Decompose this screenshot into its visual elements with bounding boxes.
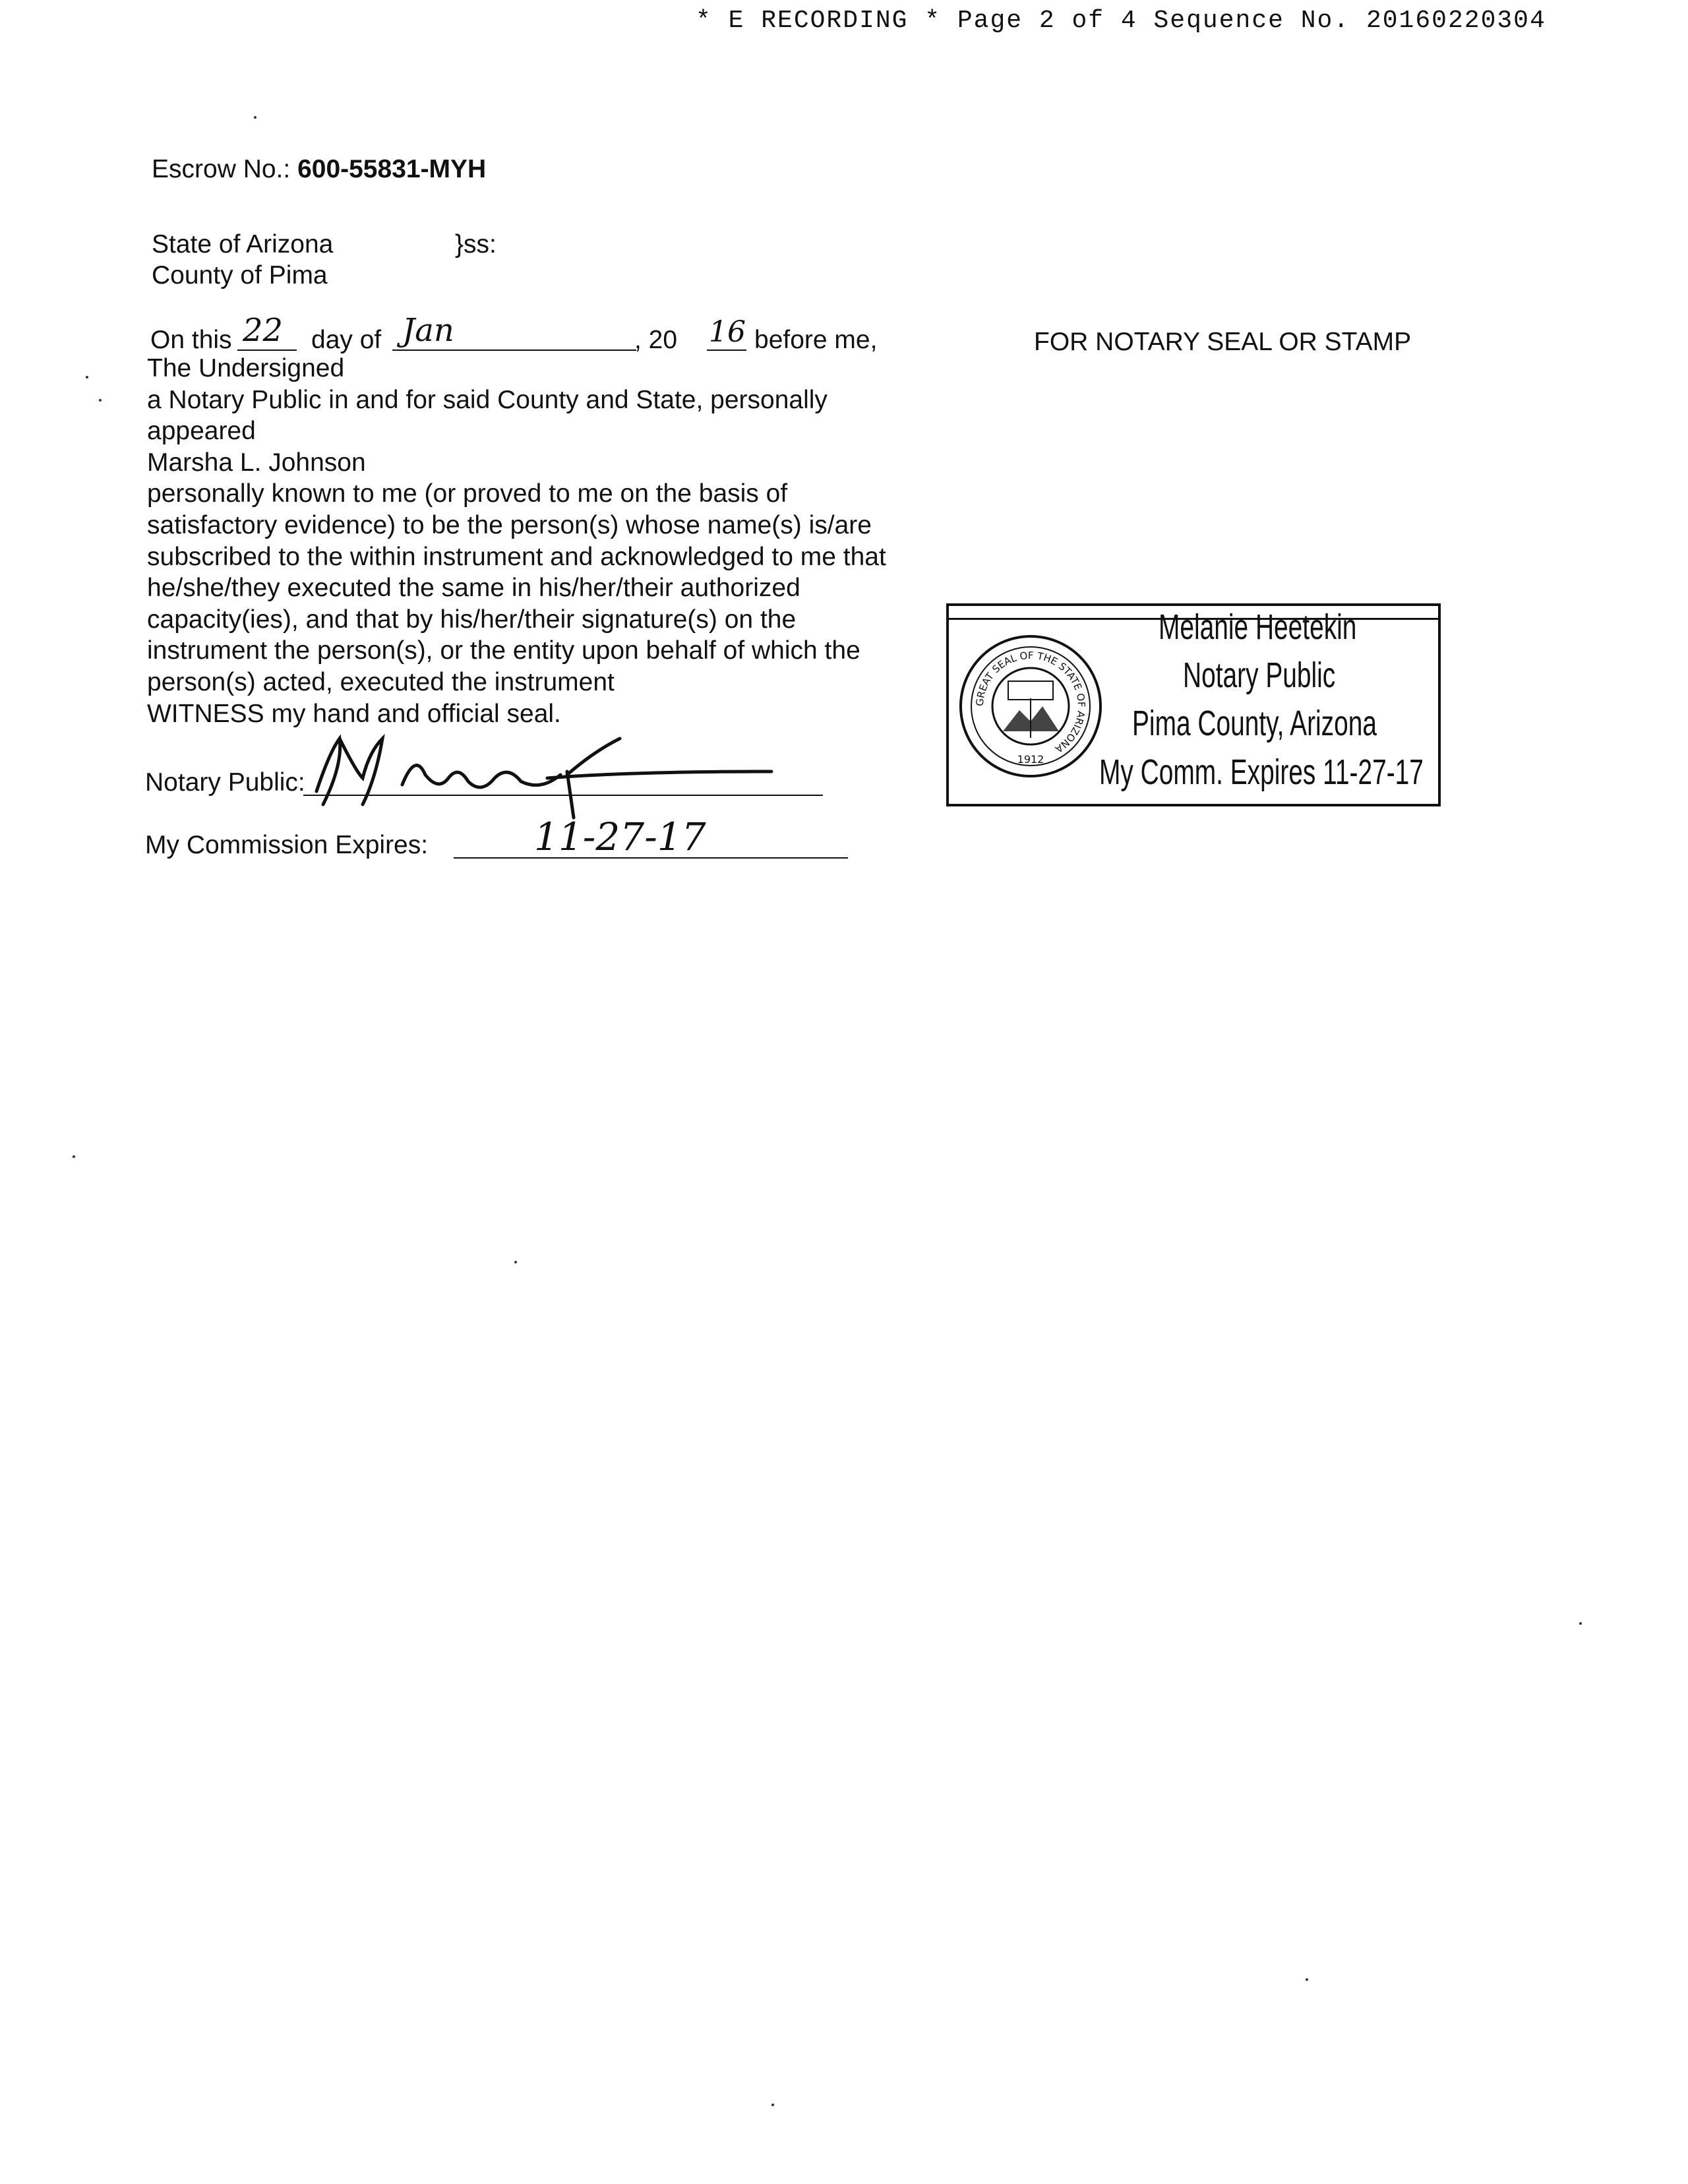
seal-area-label: FOR NOTARY SEAL OR STAMP (1034, 328, 1412, 356)
venue-state: State of Arizona (152, 230, 334, 258)
scan-speck (771, 2104, 774, 2106)
year-underline (707, 349, 746, 351)
ack-day-of: day of (311, 326, 382, 354)
ack-line: satisfactory evidence) to be the person(s) whose name(s) is/are (147, 510, 872, 539)
ack-line: Marsha L. Johnson (147, 448, 366, 477)
ack-line: person(s) acted, executed the instrument (147, 667, 615, 696)
ack-line: appeared (147, 417, 256, 446)
stamp-name: Melanie Heetekin (1159, 607, 1357, 647)
ack-line: WITNESS my hand and official seal. (147, 699, 561, 728)
day-underline (237, 349, 297, 351)
scan-speck (514, 1261, 517, 1263)
scan-speck (1579, 1622, 1582, 1625)
escrow-line (152, 154, 486, 185)
stamp-title: Notary Public (1183, 655, 1336, 695)
scan-speck (99, 399, 102, 402)
ack-body (147, 353, 886, 729)
commission-label: My Commission Expires: (145, 831, 429, 859)
escrow-label: Escrow No.: (152, 155, 291, 183)
venue-county: County of Pima (152, 261, 328, 289)
scan-speck (254, 116, 256, 119)
month-underline (392, 349, 636, 351)
ack-on-this: On this (150, 326, 232, 354)
stamp-county: Pima County, Arizona (1132, 704, 1377, 743)
scan-speck (73, 1155, 75, 1158)
ack-line: subscribed to the within instrument and acknowledged to me that (147, 542, 886, 571)
ack-line: The Undersigned (147, 354, 345, 382)
ack-line: personally known to me (or proved to me on the basis of (147, 479, 788, 508)
seal-year: 1912 (1017, 753, 1044, 766)
escrow-number: 600-55831-MYH (297, 155, 487, 183)
ack-line: he/she/they executed the same in his/her/their authorized (147, 574, 800, 603)
notary-stamp (946, 603, 1441, 806)
arizona-seal-icon (957, 632, 1105, 781)
scan-speck (1306, 1978, 1308, 1981)
venue-ss: }ss: (455, 230, 497, 258)
ack-year-prefix: , 20 (634, 326, 678, 354)
stamp-expires: My Comm. Expires 11-27-17 (1099, 752, 1424, 792)
commission-value: 11-27-17 (534, 814, 706, 859)
ack-year-value: 16 (709, 315, 746, 349)
seal-ring-text: GREAT SEAL OF THE STATE OF ARIZONA (973, 649, 1088, 756)
ack-line: capacity(ies), and that by his/her/their signature(s) on the (147, 605, 797, 634)
recording-header: * E RECORDING * Page 2 of 4 Sequence No. 20160220304 (696, 7, 1546, 35)
scan-speck (86, 376, 88, 379)
notary-public-label: Notary Public: (145, 768, 305, 797)
ack-before-me: before me, (754, 326, 878, 354)
ack-line: a Notary Public in and for said County and State, personally (147, 385, 828, 414)
ack-day-value: 22 (243, 312, 284, 349)
ack-line: instrument the person(s), or the entity upon behalf of which the (147, 636, 860, 665)
ack-month-value: Jan (402, 312, 454, 349)
